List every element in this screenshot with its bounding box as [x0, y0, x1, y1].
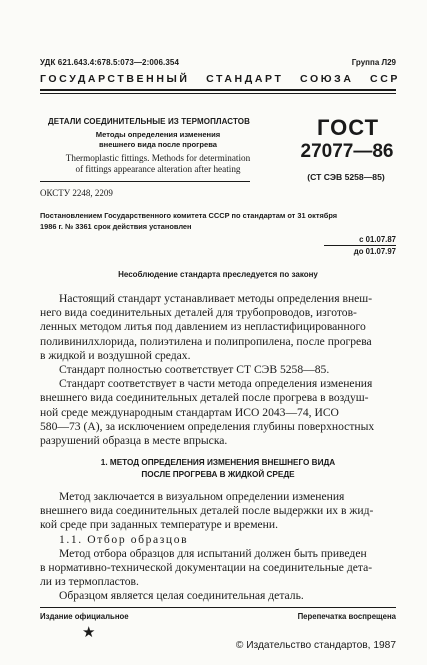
decree-line-1: Постановлением Государственного комитета СССР по стандартам от 31 октября — [40, 211, 338, 220]
header-rule-thin — [40, 93, 396, 94]
section-heading-line-2: ПОСЛЕ ПРОГРЕВА В ЖИДКОЙ СРЕДЕ — [141, 470, 295, 479]
intro-line: внешнего вида соединительных деталей после прогрева в воздуш- — [40, 391, 369, 405]
effective-from-date: с 01.07.87 — [359, 235, 396, 244]
intro-line: ленных методом литья под давлением из непластифицированного — [40, 320, 366, 334]
gost-label: ГОСТ — [316, 115, 380, 140]
section-line: в нормативно-технической документации на соединительные дета- — [40, 561, 373, 575]
intro-line: поливинилхлорида, полиэтилена и полипропилена, после прогрева — [40, 334, 372, 348]
intro-line: в жидкой и воздушной средах. — [40, 348, 191, 362]
state-standard-banner: ГОСУДАРСТВЕННЫЙ СТАНДАРТ СОЮЗА ССР — [40, 73, 401, 85]
section-line: Метод заключается в визуальном определении изменения — [59, 490, 345, 503]
udk-code: УДК 621.643.4:678.5:073—2:006.354 — [40, 58, 179, 67]
subtitle-line-2: внешнего вида после прогрева — [98, 140, 217, 149]
section-1-body — [40, 490, 396, 604]
intro-line: разрушений образца в месте впрыска. — [40, 434, 228, 448]
effective-to-date: до 01.07.97 — [353, 247, 396, 256]
intro-line: 580—73 (А), за исключением определения глубины поверхностных — [40, 419, 375, 433]
header-rule-thick — [40, 89, 396, 91]
intro-line: Стандарт соответствует в части метода определения изменения — [59, 377, 373, 391]
reprint-prohibited: Перепечатка воспрещена — [297, 612, 396, 621]
gost-number: 27077—86 — [300, 141, 394, 162]
decree-line-2: 1986 г. № 3361 срок действия установлен — [40, 222, 192, 231]
st-sev-reference: (СТ СЭВ 5258—85) — [307, 172, 385, 182]
english-title-line-2: of fittings appearance alteration after heating — [75, 164, 241, 174]
subtitle-line-1: Методы определения изменения — [95, 130, 221, 139]
english-title-line-1: Thermoplastic fittings. Methods for determination — [65, 153, 251, 163]
intro-line: Настоящий стандарт устанавливает методы определения внеш- — [59, 292, 373, 305]
subsection-heading: 1.1. Отбор образцов — [59, 532, 189, 546]
footer-rule — [40, 607, 396, 608]
copyright-notice: © Издательство стандартов, 1987 — [235, 640, 396, 651]
official-edition: Издание официальное — [40, 612, 129, 621]
intro-line: Стандарт полностью соответствует СТ СЭВ 5258—85. — [59, 363, 330, 377]
section-line: Метод отбора образцов для испытаний должен быть приведен — [59, 546, 367, 560]
section-line: кой среде при заданных температуре и времени. — [40, 518, 278, 532]
document-title: ДЕТАЛИ СОЕДИНИТЕЛЬНЫЕ ИЗ ТЕРМОПЛАСТОВ — [48, 117, 250, 126]
intro-text — [40, 292, 396, 448]
section-line: Образцом является целая соединительная деталь. — [59, 589, 304, 603]
title-block-rule — [40, 181, 250, 182]
section-heading-line-1: 1. МЕТОД ОПРЕДЕЛЕНИЯ ИЗМЕНЕНИЯ ВНЕШНЕГО ВИДА — [100, 458, 336, 467]
group-code: Группа Л29 — [351, 58, 396, 67]
okstu-code: ОКСТУ 2248, 2209 — [40, 188, 113, 198]
intro-line: него вида соединительных деталей для трубопроводов, изготов- — [40, 306, 357, 320]
effective-date-rule — [324, 245, 396, 246]
law-notice: Несоблюдение стандарта преследуется по закону — [118, 270, 318, 279]
section-line: внешнего вида соединительных деталей после выдержки их в жид- — [40, 504, 374, 518]
intro-line: ной среде международным стандартам ИСО 2043—74, ИСО — [40, 405, 339, 419]
star-icon: ★ — [82, 625, 96, 641]
section-line: ли из термопластов. — [40, 575, 139, 589]
